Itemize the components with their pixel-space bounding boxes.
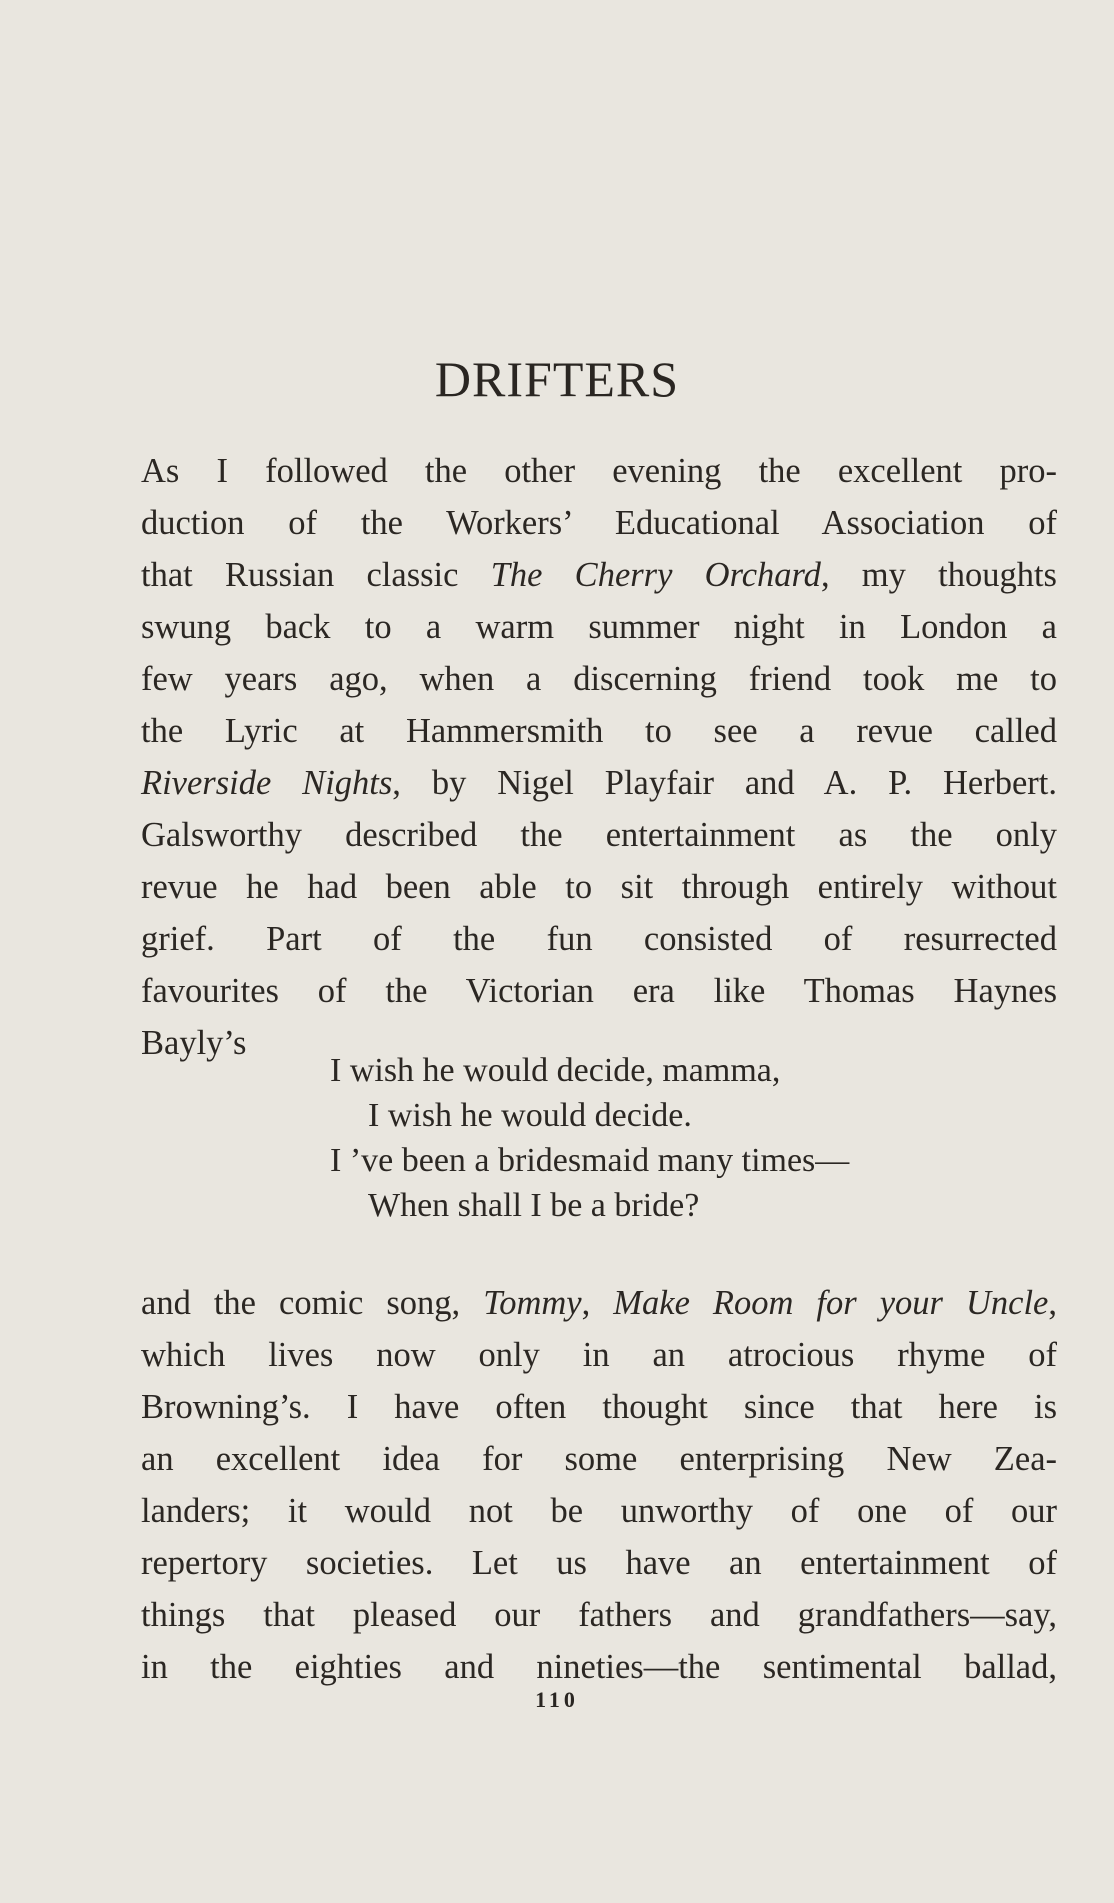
text-line <box>141 757 1057 809</box>
verse-quotation <box>0 1048 1114 1228</box>
italic-title: Tommy <box>483 1284 582 1322</box>
text-run: things that pleased our fathers and grandfathers—say, <box>141 1596 1057 1634</box>
text-line <box>141 705 1057 757</box>
chapter-title: DRIFTERS <box>434 351 680 407</box>
text-line <box>141 1589 1057 1641</box>
text-line <box>141 913 1057 965</box>
text-run: , my thoughts <box>820 556 1057 594</box>
text-line <box>141 1329 1057 1381</box>
text-run: and the comic song, <box>141 1284 484 1322</box>
text-run: grief. Part of the fun consisted of resurrected <box>141 920 1057 958</box>
text-run: , <box>581 1284 614 1322</box>
text-run: repertory societies. Let us have an entertainment of <box>141 1544 1057 1582</box>
text-run: an excellent idea for some enterprising New Zea- <box>141 1440 1057 1478</box>
verse-line: I ’ve been a bridesmaid many times— <box>330 1142 850 1179</box>
text-run: , <box>1048 1284 1057 1322</box>
text-run: swung back to a warm summer night in London a <box>141 608 1057 646</box>
verse-line: I wish he would decide, mamma, <box>330 1052 781 1089</box>
text-line <box>141 1433 1057 1485</box>
paragraph-2 <box>141 1277 1057 1693</box>
text-run: duction of the Workers’ Educational Association of <box>141 504 1057 542</box>
italic-title: The Cherry Orchard <box>490 556 821 594</box>
italic-title: Make Room for your Uncle <box>613 1284 1049 1322</box>
text-run: landers; it would not be unworthy of one of our <box>141 1492 1057 1530</box>
text-line <box>141 601 1057 653</box>
text-run: that Russian classic <box>141 556 491 594</box>
text-run: As I followed the other evening the excellent pro- <box>141 452 1057 490</box>
text-line <box>141 1381 1057 1433</box>
italic-title: Riverside Nights <box>141 764 393 802</box>
text-run: which lives now only in an atrocious rhyme of <box>141 1336 1057 1374</box>
text-run: Browning’s. I have often thought since that here is <box>141 1388 1057 1426</box>
text-line <box>141 861 1057 913</box>
text-line <box>141 445 1057 497</box>
text-run: revue he had been able to sit through entirely without <box>141 868 1057 906</box>
text-line <box>141 1277 1057 1329</box>
text-run: in the eighties and nineties—the sentimental ballad, <box>141 1648 1057 1686</box>
verse-line: I wish he would decide. <box>368 1097 692 1134</box>
text-line <box>141 1641 1057 1693</box>
text-line <box>141 1537 1057 1589</box>
text-run: Bayly’s <box>141 1024 247 1062</box>
text-run: few years ago, when a discerning friend took me to <box>141 660 1057 698</box>
text-line <box>141 809 1057 861</box>
text-run: the Lyric at Hammersmith to see a revue called <box>141 712 1057 750</box>
page-number: 110 <box>535 1687 579 1712</box>
text-line <box>141 1485 1057 1537</box>
text-run: Galsworthy described the entertainment as the only <box>141 816 1057 854</box>
text-line <box>141 965 1057 1017</box>
text-line <box>141 497 1057 549</box>
text-run: , by Nigel Playfair and A. P. Herbert. <box>392 764 1057 802</box>
text-line <box>141 653 1057 705</box>
paragraph-1 <box>141 445 1057 1069</box>
text-line <box>141 549 1057 601</box>
text-run: favourites of the Victorian era like Thomas Haynes <box>141 972 1057 1010</box>
verse-line: When shall I be a bride? <box>368 1187 700 1224</box>
